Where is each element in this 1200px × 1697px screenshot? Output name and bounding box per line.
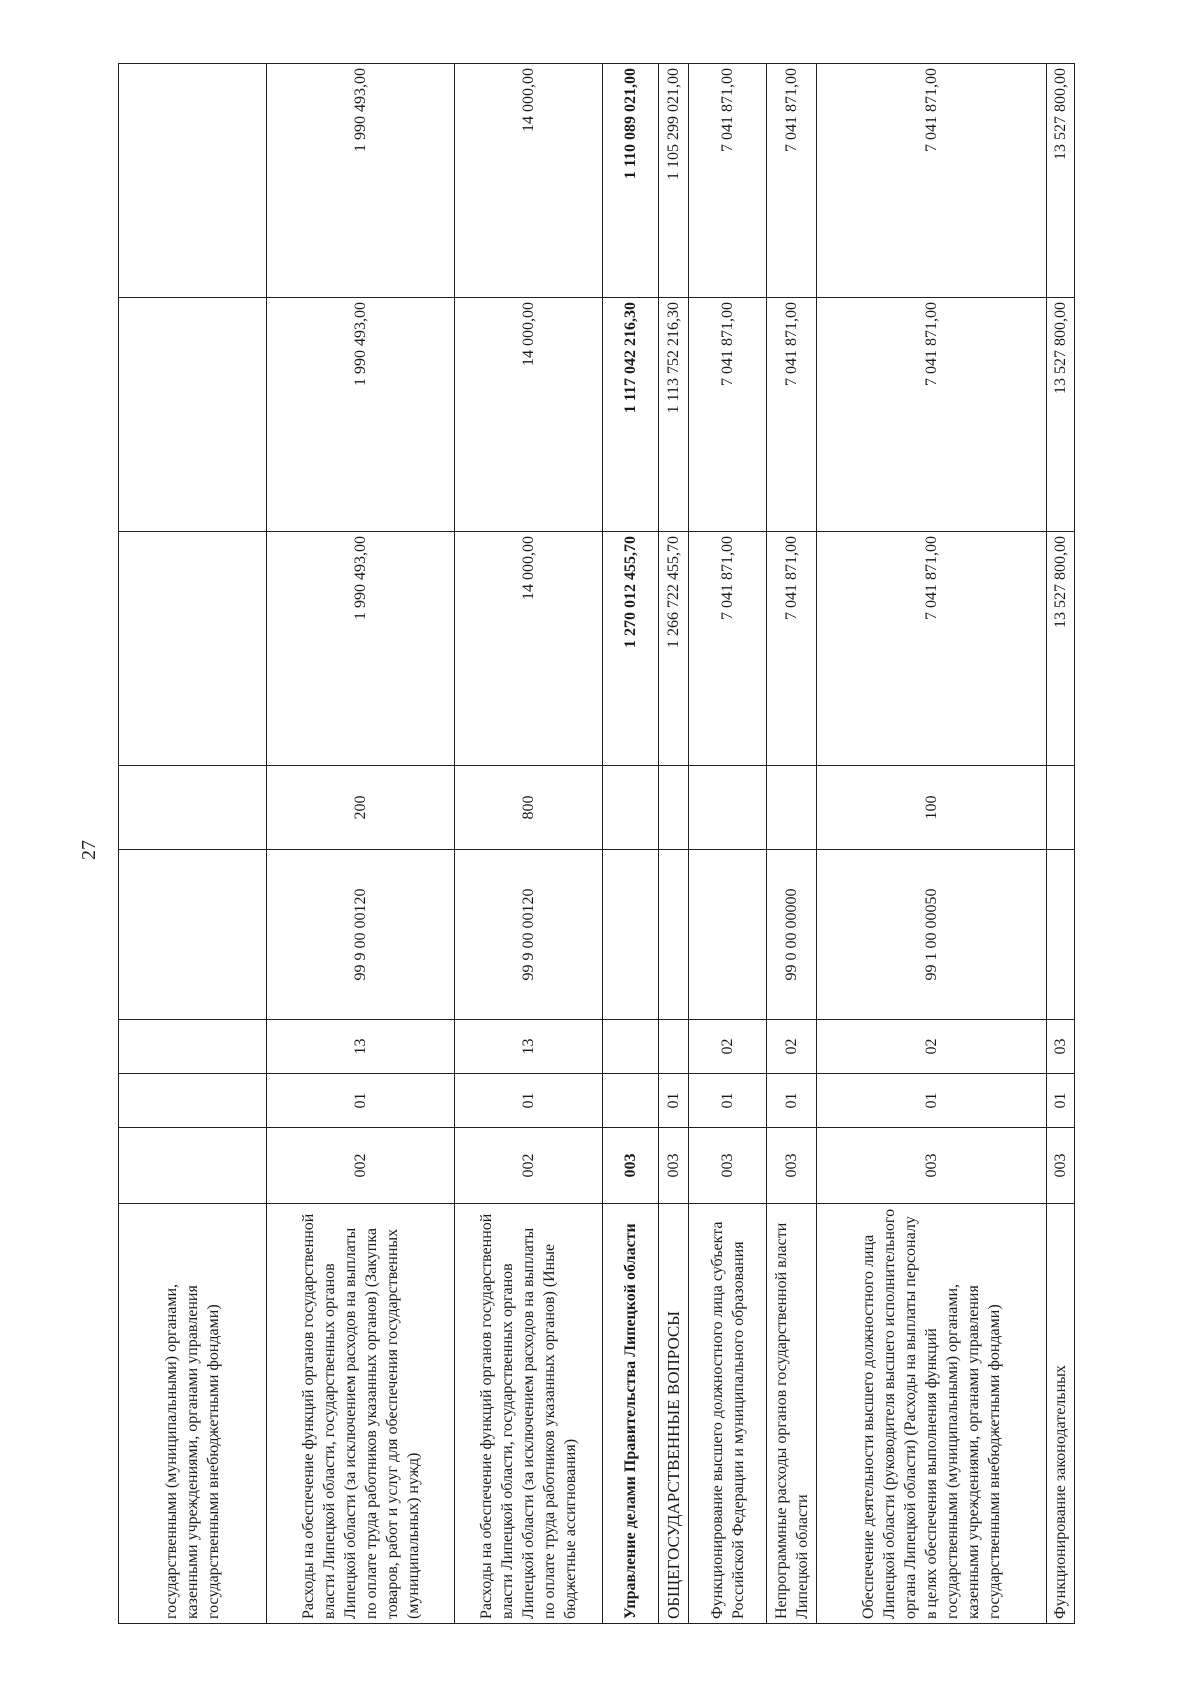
amount-year-1: 1 266 722 455,70 <box>659 532 689 766</box>
target-article-code: 99 9 00 00120 <box>267 850 455 1020</box>
target-article-code <box>1047 850 1075 1020</box>
section-code: 01 <box>689 1074 767 1128</box>
page-number: 27 <box>78 840 100 860</box>
subsection-code <box>603 1020 659 1074</box>
section-code: 01 <box>817 1074 1047 1128</box>
table-row <box>817 64 1047 1624</box>
amount-year-3: 1 105 299 021,00 <box>659 64 689 298</box>
row-description: Непрограммные расходы органов государственной власти Липецкой области <box>767 1204 817 1624</box>
row-description: Функционирование законодательных <box>1047 1204 1075 1624</box>
expense-type-code <box>767 766 817 850</box>
amount-year-2: 14 000,00 <box>455 298 603 532</box>
amount-year-3 <box>119 64 267 298</box>
ministry-code: 003 <box>817 1128 1047 1204</box>
expense-type-code <box>659 766 689 850</box>
subsection-code <box>119 1020 267 1074</box>
section-code <box>119 1074 267 1128</box>
row-description: государственными (муниципальными) органами, казенными учреждениями, органами управления государственными внебюджетными фондами) <box>119 1204 267 1624</box>
expense-type-code <box>1047 766 1075 850</box>
amount-year-2: 1 117 042 216,30 <box>603 298 659 532</box>
section-code: 01 <box>659 1074 689 1128</box>
ministry-code: 002 <box>455 1128 603 1204</box>
row-description: Обеспечение деятельности высшего должностного лица Липецкой области (руководителя высшего исполнительного органа Липецкой области) (Расходы на выплаты персоналу в целях обеспечения выполнения функций государственными (муниципальными) органами, казенными учреждениями, органами управления государственными внебюджетными фондами) <box>817 1204 1047 1624</box>
table-row <box>659 64 689 1624</box>
amount-year-1: 1 990 493,00 <box>267 532 455 766</box>
amount-year-2 <box>119 298 267 532</box>
amount-year-3: 13 527 800,00 <box>1047 64 1075 298</box>
amount-year-1: 7 041 871,00 <box>689 532 767 766</box>
subsection-code: 13 <box>267 1020 455 1074</box>
target-article-code <box>659 850 689 1020</box>
amount-year-2: 7 041 871,00 <box>689 298 767 532</box>
target-article-code: 99 1 00 00050 <box>817 850 1047 1020</box>
rotated-table-wrapper <box>118 64 1075 1624</box>
amount-year-2: 7 041 871,00 <box>817 298 1047 532</box>
expense-type-code: 800 <box>455 766 603 850</box>
row-description: Расходы на обеспечение функций органов государственной власти Липецкой области, государственных органов Липецкой области (за исключением расходов на выплаты по оплате труда работников указанных органов) (Иные бюджетные ассигнования) <box>455 1204 603 1624</box>
table-row <box>1047 64 1075 1624</box>
ministry-code: 003 <box>767 1128 817 1204</box>
section-code: 01 <box>1047 1074 1075 1128</box>
amount-year-1 <box>119 532 267 766</box>
table-row <box>267 64 455 1624</box>
ministry-code: 003 <box>1047 1128 1075 1204</box>
section-code <box>603 1074 659 1128</box>
amount-year-2: 13 527 800,00 <box>1047 298 1075 532</box>
amount-year-3: 14 000,00 <box>455 64 603 298</box>
section-code: 01 <box>455 1074 603 1128</box>
row-description: Расходы на обеспечение функций органов государственной власти Липецкой области, государственных органов Липецкой области (за исключением расходов на выплаты по оплате труда работников указанных органов) (Закупка товаров, работ и услуг для обеспечения государственных (муниципальных) нужд) <box>267 1204 455 1624</box>
subsection-code <box>659 1020 689 1074</box>
table-row <box>455 64 603 1624</box>
subsection-code: 02 <box>689 1020 767 1074</box>
section-code: 01 <box>767 1074 817 1128</box>
amount-year-3: 7 041 871,00 <box>689 64 767 298</box>
amount-year-1: 1 270 012 455,70 <box>603 532 659 766</box>
amount-year-3: 7 041 871,00 <box>767 64 817 298</box>
amount-year-3: 1 990 493,00 <box>267 64 455 298</box>
target-article-code: 99 9 00 00120 <box>455 850 603 1020</box>
expense-type-code: 100 <box>817 766 1047 850</box>
amount-year-1: 13 527 800,00 <box>1047 532 1075 766</box>
ministry-code: 003 <box>689 1128 767 1204</box>
budget-table <box>118 63 1075 1624</box>
subsection-code: 02 <box>767 1020 817 1074</box>
row-description: ОБЩЕГОСУДАРСТВЕННЫЕ ВОПРОСЫ <box>659 1204 689 1624</box>
target-article-code: 99 0 00 00000 <box>767 850 817 1020</box>
expense-type-code <box>119 766 267 850</box>
amount-year-3: 7 041 871,00 <box>817 64 1047 298</box>
row-description: Управление делами Правительства Липецкой области <box>603 1204 659 1624</box>
amount-year-3: 1 110 089 021,00 <box>603 64 659 298</box>
table-row <box>119 64 267 1624</box>
target-article-code <box>119 850 267 1020</box>
amount-year-2: 1 990 493,00 <box>267 298 455 532</box>
ministry-code <box>119 1128 267 1204</box>
table-row <box>767 64 817 1624</box>
amount-year-1: 7 041 871,00 <box>767 532 817 766</box>
amount-year-1: 14 000,00 <box>455 532 603 766</box>
subsection-code: 13 <box>455 1020 603 1074</box>
section-code: 01 <box>267 1074 455 1128</box>
table-row <box>689 64 767 1624</box>
expense-type-code: 200 <box>267 766 455 850</box>
table-row <box>603 64 659 1624</box>
ministry-code: 003 <box>603 1128 659 1204</box>
target-article-code <box>603 850 659 1020</box>
expense-type-code <box>603 766 659 850</box>
subsection-code: 02 <box>817 1020 1047 1074</box>
subsection-code: 03 <box>1047 1020 1075 1074</box>
expense-type-code <box>689 766 767 850</box>
ministry-code: 003 <box>659 1128 689 1204</box>
amount-year-2: 7 041 871,00 <box>767 298 817 532</box>
amount-year-2: 1 113 752 216,30 <box>659 298 689 532</box>
ministry-code: 002 <box>267 1128 455 1204</box>
row-description: Функционирование высшего должностного лица субъекта Российской Федерации и муниципального образования <box>689 1204 767 1624</box>
amount-year-1: 7 041 871,00 <box>817 532 1047 766</box>
target-article-code <box>689 850 767 1020</box>
